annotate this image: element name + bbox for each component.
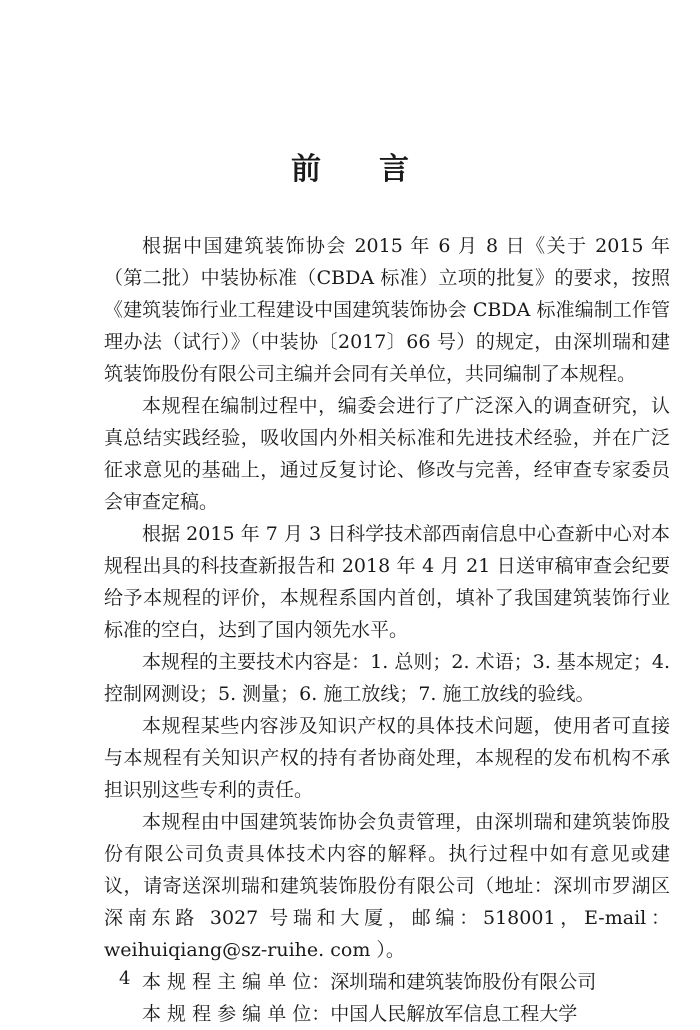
page-number: 4 [119,968,131,989]
paragraph-management-contact: 本规程由中国建筑装饰协会负责管理，由深圳瑞和建筑装饰股份有限公司负责具体技术内容的解释。执行过程中如有意见或建议，请寄送深圳瑞和建筑装饰股份有限公司（地址：深圳市罗湖区深南东路 3027 号瑞和大厦，邮编：518001，E-mail：weihuiqiang@sz-ruihe. com ）。 [104,811,670,961]
paragraph-intellectual-property: 本规程某些内容涉及知识产权的具体技术问题，使用者可直接与本规程有关知识产权的持有者协商处理，本规程的发布机构不承担识别这些专利的责任。 [104,715,670,801]
paragraph-approval-basis: 根据中国建筑装饰协会 2015 年 6 月 8 日《关于 2015 年（第二批）中装协标准（CBDA 标准）立项的批复》的要求，按照《建筑装饰行业工程建设中国建筑装饰协会 CBDA 标准编制工作管理办法（试行）》（中装协〔2017〕66 号）的规定，由深圳瑞和建筑装饰股份有限公司主编并会同有关单位，共同编制了本规程。 [104,235,670,385]
page-title: 前言 [291,152,467,187]
chief-editor-unit: 本 规 程 主 编 单 位：深圳瑞和建筑装饰股份有限公司 [142,971,597,993]
participating-editor-unit: 本 规 程 参 编 单 位：中国人民解放军信息工程大学 [142,1003,578,1025]
paragraph-technical-contents: 本规程的主要技术内容是：1. 总则；2. 术语；3. 基本规定；4. 控制网测设；5. 测量；6. 施工放线；7. 施工放线的验线。 [104,651,670,705]
preface-body [104,230,670,1030]
paragraph-compilation-process: 本规程在编制过程中，编委会进行了广泛深入的调查研究，认真总结实践经验，吸收国内外相关标准和先进技术经验，并在广泛征求意见的基础上，通过反复讨论、修改与完善，经审查专家委员会审查定稿。 [104,395,670,513]
paragraph-evaluation: 根据 2015 年 7 月 3 日科学技术部西南信息中心查新中心对本规程出具的科技查新报告和 2018 年 4 月 21 日送审稿审查会纪要给予本规程的评价，本规程系国内首创，填补了我国建筑装饰行业标准的空白，达到了国内领先水平。 [104,523,670,641]
